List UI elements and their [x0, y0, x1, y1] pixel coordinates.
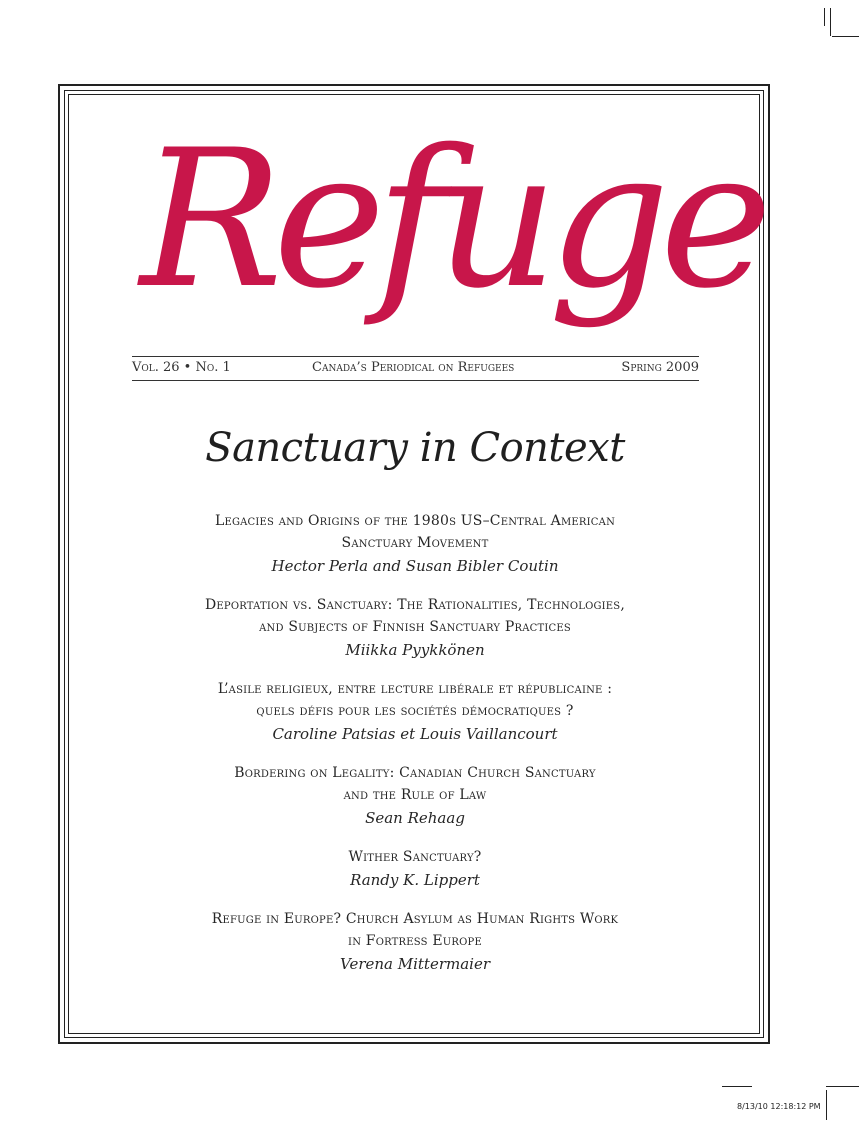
crop-mark: [722, 1086, 752, 1087]
volume-number: Vol. 26 • No. 1: [132, 360, 231, 375]
article-authors: Randy K. Lippert: [350, 871, 480, 889]
article-entry: [0, 908, 830, 976]
article-title-line: and the Rule of Law: [343, 787, 487, 803]
print-timestamp: 8/13/10 12:18:12 PM: [737, 1102, 821, 1111]
article-title-line: Sanctuary Movement: [341, 535, 489, 551]
journal-tagline: Canada’s Periodical on Refugees: [312, 360, 515, 375]
crop-mark: [826, 1090, 827, 1120]
crop-mark: [826, 1086, 859, 1087]
article-title-line: Refuge in Europe? Church Asylum as Human Rights Work: [211, 911, 619, 927]
issue-theme-title: Sanctuary in Context: [205, 425, 625, 471]
article-entry: [0, 594, 830, 662]
crop-mark: [824, 8, 825, 26]
masthead-bar: [132, 360, 699, 380]
masthead-rule-top: [132, 356, 699, 357]
article-entry: [0, 846, 830, 892]
crop-mark: [830, 8, 831, 36]
article-title-line: Deportation vs. Sanctuary: The Rationalities, Technologies,: [204, 597, 626, 613]
issue-date: Spring 2009: [621, 360, 699, 375]
article-authors: Sean Rehaag: [365, 809, 465, 827]
masthead-rule-bottom: [132, 380, 699, 381]
article-authors: Miikka Pyykkönen: [345, 641, 485, 659]
article-authors: Verena Mittermaier: [339, 955, 491, 973]
crop-mark: [832, 36, 859, 37]
article-title-line: in Fortress Europe: [348, 933, 482, 949]
article-title-line: L’asile religieux, entre lecture libérale et républicaine :: [217, 681, 613, 697]
article-entry: [0, 678, 830, 746]
article-title-line: Bordering on Legality: Canadian Church Sanctuary: [234, 765, 596, 781]
article-title-line: Legacies and Origins of the 1980s US–Central American: [214, 513, 616, 529]
article-authors: Caroline Patsias et Louis Vaillancourt: [272, 725, 558, 743]
article-title-line: Wither Sanctuary?: [348, 849, 482, 865]
article-title-line: quels défis pour les sociétés démocratiques ?: [256, 703, 574, 719]
contents-list: [0, 510, 830, 992]
article-entry: [0, 762, 830, 830]
article-title-line: and Subjects of Finnish Sanctuary Practices: [259, 619, 571, 635]
journal-title: Refuge: [140, 109, 763, 330]
article-entry: [0, 510, 830, 578]
article-authors: Hector Perla and Susan Bibler Coutin: [271, 557, 559, 575]
